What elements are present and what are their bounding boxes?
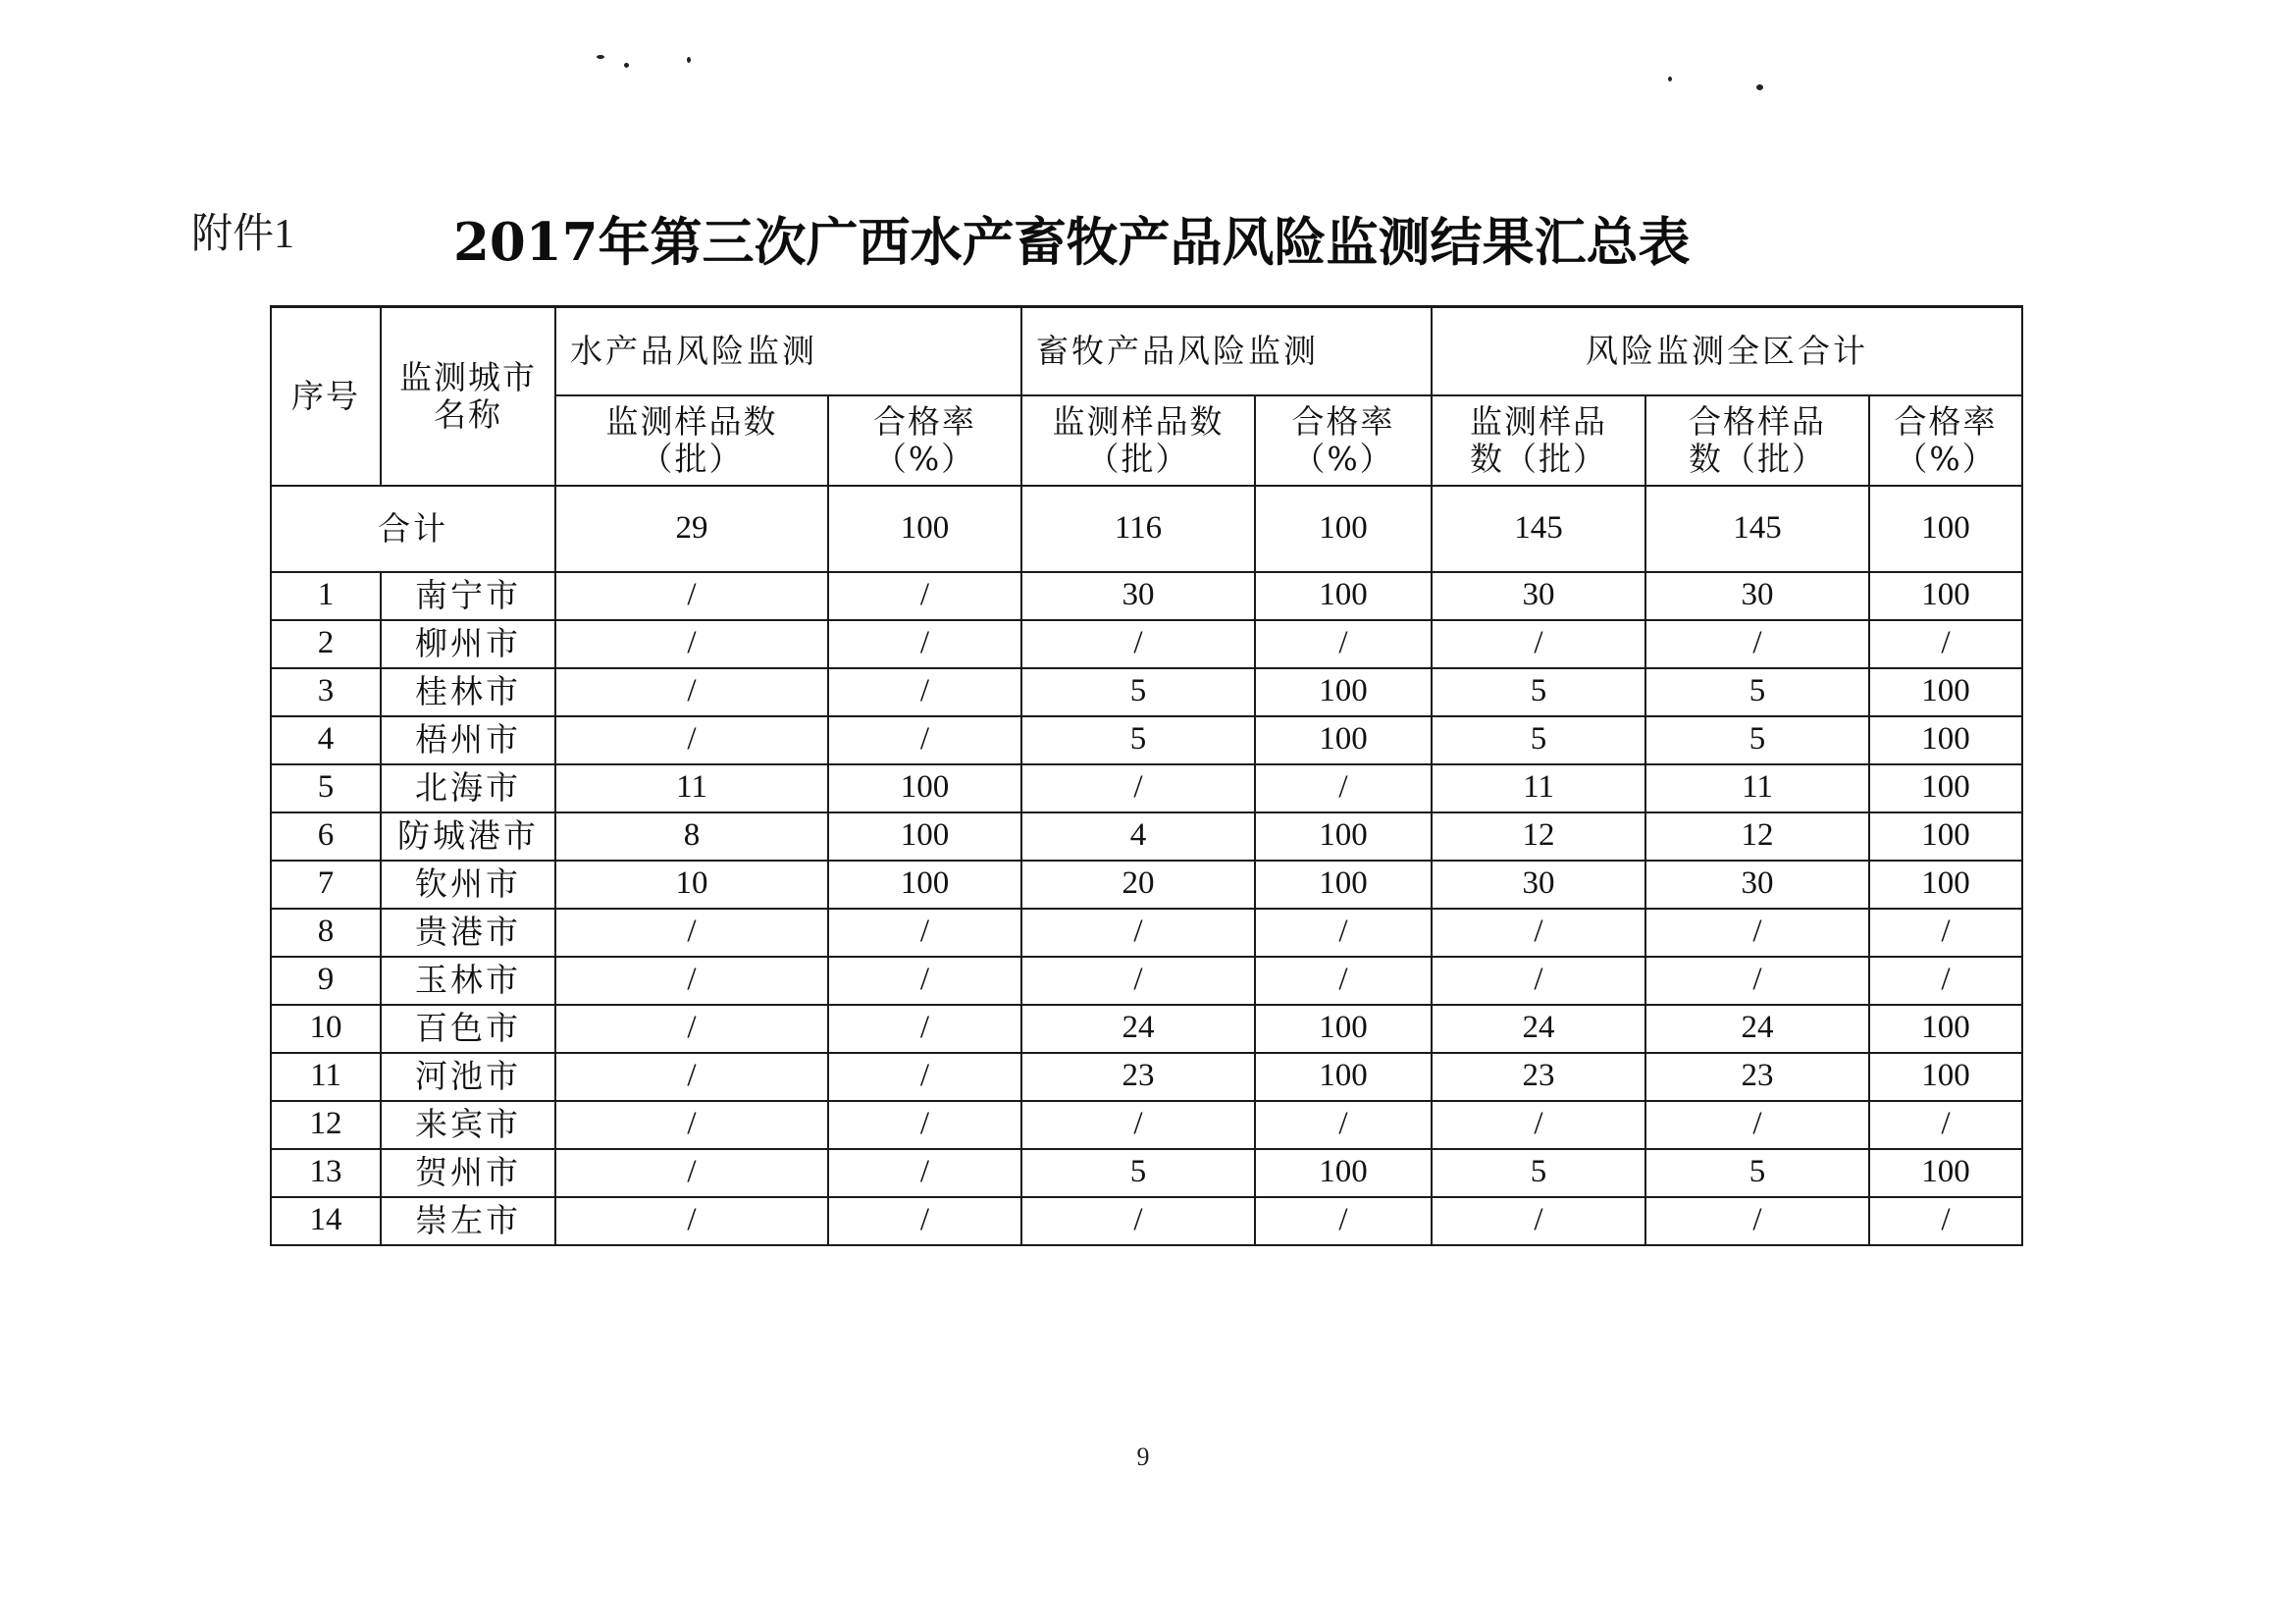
header-city: [381, 307, 555, 486]
row-total-samples: /: [1432, 957, 1645, 1005]
table-row: [271, 572, 2022, 620]
row-city: 梧州市: [381, 716, 555, 764]
row-aquatic-rate: 100: [828, 812, 1021, 861]
row-aquatic-samples: /: [555, 1101, 828, 1149]
row-aquatic-rate: /: [828, 620, 1021, 668]
row-city: 百色市: [381, 1005, 555, 1053]
row-livestock-samples: 5: [1021, 716, 1255, 764]
row-city: 贵港市: [381, 909, 555, 957]
scan-speck: [1668, 77, 1672, 81]
row-livestock-rate: 100: [1255, 861, 1432, 909]
row-total-qualified: 30: [1645, 572, 1869, 620]
row-livestock-rate: /: [1255, 764, 1432, 812]
row-seq: 2: [271, 620, 381, 668]
header-livestock-samples: 监测样品数（批）: [1021, 395, 1255, 486]
table-row: [271, 1197, 2022, 1245]
row-seq: 13: [271, 1149, 381, 1197]
row-livestock-rate: /: [1255, 909, 1432, 957]
row-livestock-samples: /: [1021, 764, 1255, 812]
row-aquatic-rate: /: [828, 1149, 1021, 1197]
row-aquatic-samples: /: [555, 668, 828, 716]
total-aquatic-samples: 29: [555, 486, 828, 572]
row-seq: 3: [271, 668, 381, 716]
row-livestock-samples: /: [1021, 1197, 1255, 1245]
row-total-rate: /: [1869, 1101, 2022, 1149]
row-livestock-samples: /: [1021, 1101, 1255, 1149]
row-aquatic-samples: /: [555, 1005, 828, 1053]
row-total-qualified: 30: [1645, 861, 1869, 909]
table-row: [271, 764, 2022, 812]
row-aquatic-rate: /: [828, 668, 1021, 716]
row-seq: 7: [271, 861, 381, 909]
monitoring-results-table: [270, 305, 2023, 1246]
row-aquatic-rate: /: [828, 957, 1021, 1005]
row-aquatic-samples: /: [555, 620, 828, 668]
row-livestock-samples: /: [1021, 957, 1255, 1005]
row-livestock-rate: 100: [1255, 1053, 1432, 1101]
row-total-rate: 100: [1869, 1005, 2022, 1053]
row-total-rate: 100: [1869, 764, 2022, 812]
header-total-group: 风险监测全区合计: [1432, 307, 2022, 395]
row-total-qualified: /: [1645, 1101, 1869, 1149]
table-row: [271, 1149, 2022, 1197]
row-total-samples: 24: [1432, 1005, 1645, 1053]
row-aquatic-samples: /: [555, 957, 828, 1005]
row-total-samples: /: [1432, 1101, 1645, 1149]
row-livestock-samples: /: [1021, 620, 1255, 668]
total-total-samples: 145: [1432, 486, 1645, 572]
row-aquatic-rate: 100: [828, 861, 1021, 909]
header-seq: 序号: [271, 307, 381, 486]
row-city: 桂林市: [381, 668, 555, 716]
row-aquatic-rate: 100: [828, 764, 1021, 812]
row-total-rate: /: [1869, 957, 2022, 1005]
row-total-qualified: 5: [1645, 716, 1869, 764]
row-total-rate: 100: [1869, 812, 2022, 861]
row-city: 河池市: [381, 1053, 555, 1101]
row-aquatic-samples: /: [555, 572, 828, 620]
row-aquatic-samples: /: [555, 1053, 828, 1101]
row-livestock-rate: 100: [1255, 1149, 1432, 1197]
row-livestock-rate: 100: [1255, 668, 1432, 716]
row-city: 柳州市: [381, 620, 555, 668]
row-total-rate: 100: [1869, 716, 2022, 764]
table-row: [271, 716, 2022, 764]
row-livestock-samples: 30: [1021, 572, 1255, 620]
row-livestock-rate: 100: [1255, 812, 1432, 861]
row-total-samples: 30: [1432, 861, 1645, 909]
row-total-rate: 100: [1869, 572, 2022, 620]
row-livestock-rate: /: [1255, 620, 1432, 668]
row-seq: 9: [271, 957, 381, 1005]
row-aquatic-rate: /: [828, 1101, 1021, 1149]
row-city: 北海市: [381, 764, 555, 812]
scan-speck: [687, 57, 691, 63]
row-total-qualified: 5: [1645, 668, 1869, 716]
row-aquatic-rate: /: [828, 716, 1021, 764]
row-total-rate: 100: [1869, 668, 2022, 716]
row-total-qualified: /: [1645, 620, 1869, 668]
row-total-samples: 5: [1432, 716, 1645, 764]
table-row: [271, 1053, 2022, 1101]
document-title: 2017年第三次广西水产畜牧产品风险监测结果汇总表: [453, 212, 1691, 273]
total-livestock-rate: 100: [1255, 486, 1432, 572]
row-livestock-samples: 5: [1021, 668, 1255, 716]
row-total-samples: 12: [1432, 812, 1645, 861]
header-livestock-rate: 合格率（%）: [1255, 395, 1432, 486]
row-total-rate: /: [1869, 1197, 2022, 1245]
city-rows: [271, 572, 2022, 1245]
row-aquatic-rate: /: [828, 1197, 1021, 1245]
header-row-groups: [271, 307, 2022, 395]
row-livestock-samples: 24: [1021, 1005, 1255, 1053]
row-total-samples: 23: [1432, 1053, 1645, 1101]
row-aquatic-rate: /: [828, 1053, 1021, 1101]
row-total-samples: /: [1432, 1197, 1645, 1245]
row-seq: 14: [271, 1197, 381, 1245]
row-seq: 4: [271, 716, 381, 764]
table-row: [271, 812, 2022, 861]
header-city-label: 监测城市名称: [399, 357, 537, 434]
row-aquatic-samples: /: [555, 1197, 828, 1245]
row-city: 防城港市: [381, 812, 555, 861]
row-seq: 11: [271, 1053, 381, 1101]
row-total-rate: 100: [1869, 861, 2022, 909]
row-total-qualified: 5: [1645, 1149, 1869, 1197]
row-total-qualified: /: [1645, 909, 1869, 957]
row-total-qualified: 11: [1645, 764, 1869, 812]
row-aquatic-rate: /: [828, 1005, 1021, 1053]
row-total-samples: /: [1432, 620, 1645, 668]
table-row: [271, 1005, 2022, 1053]
row-seq: 1: [271, 572, 381, 620]
row-city: 贺州市: [381, 1149, 555, 1197]
table-row: [271, 1101, 2022, 1149]
header-total-rate: 合格率（%）: [1869, 395, 2022, 486]
row-total-samples: 11: [1432, 764, 1645, 812]
row-city: 崇左市: [381, 1197, 555, 1245]
header-total-samples: 监测样品数（批）: [1432, 395, 1645, 486]
attachment-label: 附件1: [191, 212, 295, 257]
table-row: [271, 668, 2022, 716]
row-total-rate: 100: [1869, 1149, 2022, 1197]
row-livestock-rate: /: [1255, 957, 1432, 1005]
row-seq: 10: [271, 1005, 381, 1053]
row-seq: 6: [271, 812, 381, 861]
row-livestock-samples: 5: [1021, 1149, 1255, 1197]
scan-speck: [597, 55, 604, 59]
row-livestock-rate: 100: [1255, 716, 1432, 764]
row-livestock-samples: /: [1021, 909, 1255, 957]
row-total-rate: 100: [1869, 1053, 2022, 1101]
row-aquatic-samples: 8: [555, 812, 828, 861]
table-row: [271, 620, 2022, 668]
row-livestock-samples: 20: [1021, 861, 1255, 909]
row-aquatic-samples: /: [555, 716, 828, 764]
table-row: [271, 957, 2022, 1005]
row-livestock-rate: 100: [1255, 1005, 1432, 1053]
row-total-samples: 30: [1432, 572, 1645, 620]
row-total-qualified: 24: [1645, 1005, 1869, 1053]
row-livestock-samples: 4: [1021, 812, 1255, 861]
row-livestock-rate: 100: [1255, 572, 1432, 620]
row-total-qualified: /: [1645, 957, 1869, 1005]
row-aquatic-samples: 11: [555, 764, 828, 812]
total-row-label: 合计: [271, 486, 555, 572]
row-total-samples: 5: [1432, 668, 1645, 716]
header-aquatic-rate: 合格率（%）: [828, 395, 1021, 486]
row-seq: 5: [271, 764, 381, 812]
header-aquatic-group: 水产品风险监测: [555, 307, 1021, 395]
row-city: 南宁市: [381, 572, 555, 620]
total-total-rate: 100: [1869, 486, 2022, 572]
header-total-qualified: 合格样品数（批）: [1645, 395, 1869, 486]
row-livestock-rate: /: [1255, 1197, 1432, 1245]
total-total-qualified: 145: [1645, 486, 1869, 572]
row-total-samples: 5: [1432, 1149, 1645, 1197]
scan-speck: [1756, 84, 1763, 90]
row-total-qualified: 23: [1645, 1053, 1869, 1101]
row-aquatic-samples: /: [555, 909, 828, 957]
scan-speck: [624, 63, 629, 68]
row-seq: 8: [271, 909, 381, 957]
row-total-qualified: /: [1645, 1197, 1869, 1245]
page-number: 9: [1136, 1442, 1150, 1471]
total-row: [271, 486, 2022, 572]
row-livestock-rate: /: [1255, 1101, 1432, 1149]
row-aquatic-rate: /: [828, 909, 1021, 957]
row-total-rate: /: [1869, 909, 2022, 957]
row-city: 钦州市: [381, 861, 555, 909]
total-aquatic-rate: 100: [828, 486, 1021, 572]
row-livestock-samples: 23: [1021, 1053, 1255, 1101]
row-aquatic-rate: /: [828, 572, 1021, 620]
row-total-samples: /: [1432, 909, 1645, 957]
row-city: 来宾市: [381, 1101, 555, 1149]
row-aquatic-samples: /: [555, 1149, 828, 1197]
row-aquatic-samples: 10: [555, 861, 828, 909]
row-total-rate: /: [1869, 620, 2022, 668]
header-aquatic-samples: 监测样品数（批）: [555, 395, 828, 486]
table-row: [271, 861, 2022, 909]
header-livestock-group: 畜牧产品风险监测: [1021, 307, 1432, 395]
row-total-qualified: 12: [1645, 812, 1869, 861]
row-seq: 12: [271, 1101, 381, 1149]
row-city: 玉林市: [381, 957, 555, 1005]
total-livestock-samples: 116: [1021, 486, 1255, 572]
table-row: [271, 909, 2022, 957]
